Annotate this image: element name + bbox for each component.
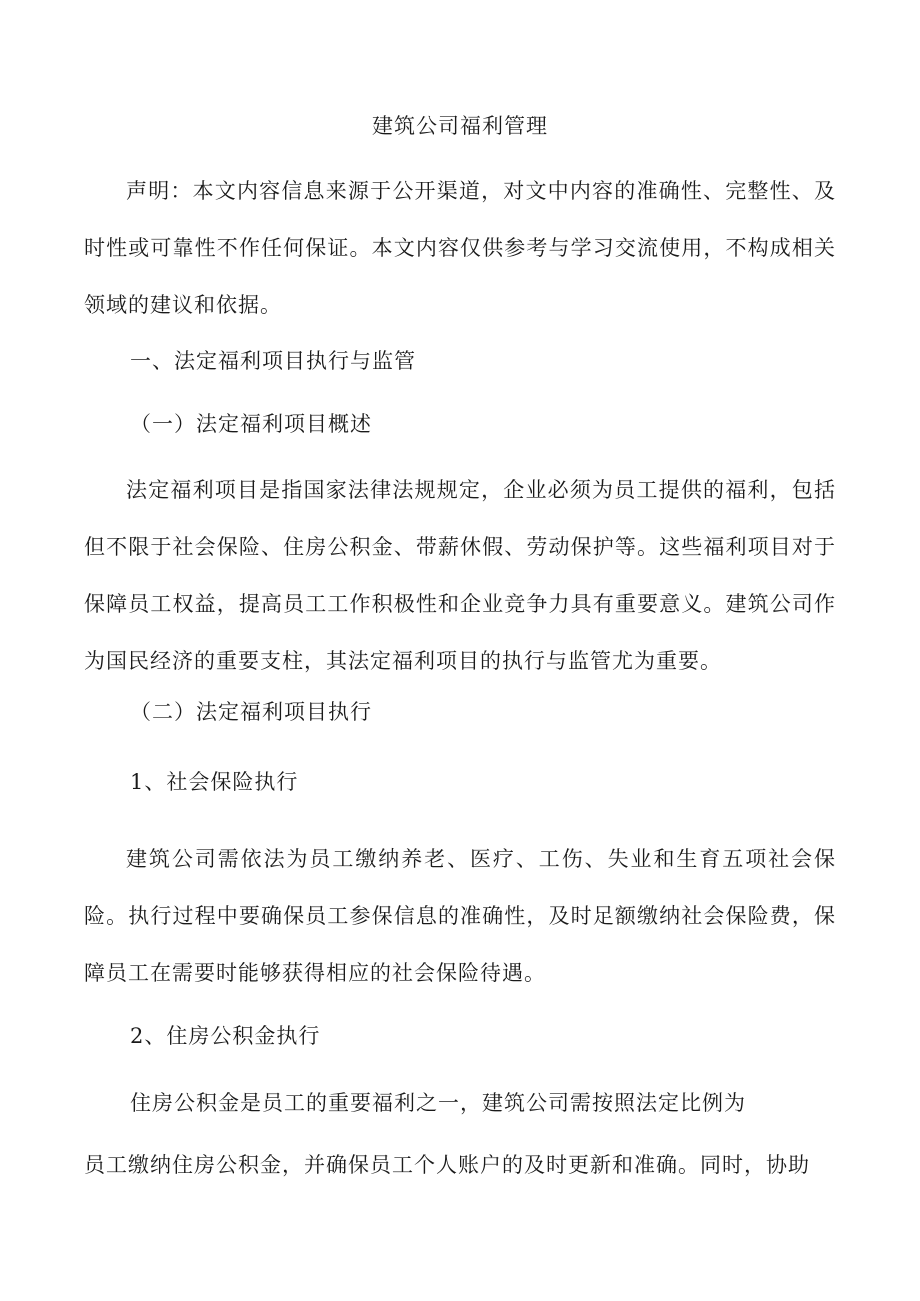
- disclaimer-paragraph: 声明：本文内容信息来源于公开渠道，对文中内容的准确性、完整性、及时性或可靠性不作任何保证。本文内容仅供参考与学习交流使用，不构成相关领域的建议和依据。: [84, 179, 836, 317]
- item-2-body-line-2: 员工缴纳住房公积金，并确保员工个人账户的及时更新和准确。同时，协助: [84, 1153, 810, 1177]
- subsection-1-body: 法定福利项目是指国家法律法规规定，企业必须为员工提供的福利，包括但不限于社会保险、住房公积金、带薪休假、劳动保护等。这些福利项目对于保障员工权益，提高员工工作积极性和企业竞争力具有重要意义。建筑公司作为国民经济的重要支柱，其法定福利项目的执行与监管尤为重要。: [84, 478, 836, 673]
- item-2-body-line-1: 住房公积金是员工的重要福利之一，建筑公司需按照法定比例为: [130, 1091, 746, 1115]
- section-heading-1: 一、法定福利项目执行与监管: [130, 349, 416, 373]
- subsection-heading-1: （一）法定福利项目概述: [130, 412, 372, 436]
- document-title: 建筑公司福利管理: [372, 114, 548, 138]
- item-heading-2: 2、住房公积金执行: [130, 1024, 321, 1048]
- subsection-heading-2: （二）法定福利项目执行: [130, 700, 372, 724]
- item-heading-1: 1、社会保险执行: [130, 770, 299, 794]
- item-1-body: 建筑公司需依法为员工缴纳养老、医疗、工伤、失业和生育五项社会保险。执行过程中要确保员工参保信息的准确性，及时足额缴纳社会保险费，保障员工在需要时能够获得相应的社会保险待遇。: [84, 847, 836, 985]
